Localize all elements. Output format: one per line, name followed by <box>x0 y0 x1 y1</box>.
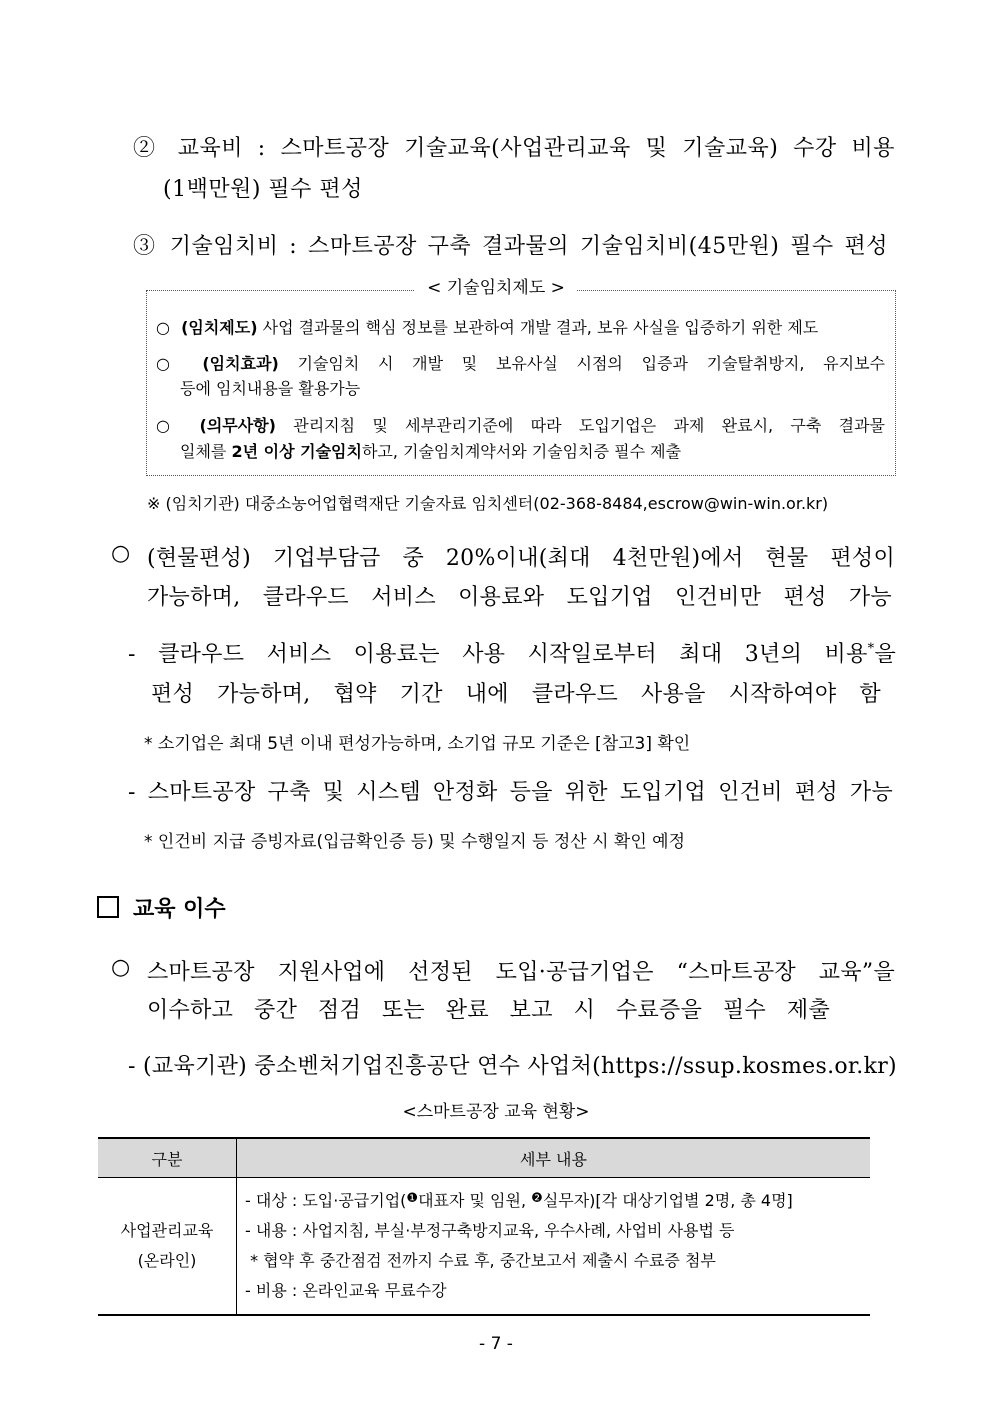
escrow-bullet-3-cont: 일체를 2년 이상 기술임치하고, 기술임치계약서와 기술임치증 필수 제출 <box>180 442 682 461</box>
item-education-cost-line1: ② 교육비 : 스마트공장 기술교육(사업관리교육 및 기술교육) 수강 비용 <box>133 136 895 161</box>
checkbox-icon <box>97 896 119 918</box>
small-business-note: * 소기업은 최대 5년 이내 편성가능하며, 소기업 규모 기준은 [참고3] 확인 <box>144 734 691 754</box>
bullet-text: 사업 결과물의 핵심 정보를 보관하여 개발 결과, 보유 사실을 입증하기 위한 제도 <box>262 318 819 337</box>
section-heading-education: 교육 이수 <box>97 892 226 923</box>
inkind-line1: (현물편성) 기업부담금 중 20%이내(최대 4천만원)에서 현물 편성이 <box>147 546 895 571</box>
escrow-bullet-1 <box>156 315 818 338</box>
escrow-period-emphasis: 2년 이상 기술임치 <box>231 442 362 461</box>
escrow-bullet-2-cont: 등에 임치내용을 활용가능 <box>180 379 361 398</box>
row-category: 사업관리교육 (온라인) <box>98 1178 237 1316</box>
escrow-bullet-2 <box>156 351 885 374</box>
cloud-fee-line2: 편성 가능하며, 협약 기간 내에 클라우드 사용을 시작하여야 함 <box>151 682 881 707</box>
labor-cost-line: - 스마트공장 구축 및 시스템 안정화 등을 위한 도입기업 인건비 편성 가능 <box>128 780 893 805</box>
cloud-fee-line1: - 클라우드 서비스 이용료는 사용 시작일로부터 최대 3년의 비용*을 <box>128 641 896 667</box>
bullet-label: (임치제도) <box>181 318 258 337</box>
detail-target: - 대상 : 도입·공급기업($^❶$대표자 및 임원, $^❷$실무자)[각 대상기업별 2명, 총 4명] <box>245 1191 793 1210</box>
item-education-cost-line2: (1백만원) 필수 편성 <box>163 177 363 202</box>
escrow-box-title: < 기술임치제도 > <box>0 273 992 298</box>
bullet-marker: ○ <box>156 416 183 435</box>
bullet-marker: ○ <box>156 318 170 337</box>
header-details: 세부 내용 <box>237 1138 871 1178</box>
header-category: 구분 <box>98 1138 237 1178</box>
inkind-marker: ○ <box>111 541 131 566</box>
edu-marker: ○ <box>111 955 131 980</box>
table-caption: <스마트공장 교육 현황> <box>402 1102 590 1122</box>
escrow-agency-note: ※ (임치기관) 대중소농어업협력재단 기술자료 임치센터(02-368-8484,escrow@win-win.or.kr) <box>147 494 829 513</box>
inkind-line2: 가능하며, 클라우드 서비스 이용료와 도입기업 인건비만 편성 가능 <box>147 585 892 610</box>
table-row <box>98 1178 870 1316</box>
edu-line1: 스마트공장 지원사업에 선정된 도입·공급기업은 “스마트공장 교육”을 <box>147 960 895 985</box>
row-details <box>237 1178 871 1316</box>
edu-institution: - (교육기관) 중소벤처기업진흥공단 연수 사업처(https://ssup.kosmes.or.kr) <box>128 1054 897 1079</box>
page-number: - 7 - <box>479 1334 513 1354</box>
footnote-mark: * <box>867 641 875 657</box>
item-escrow-cost: ③ 기술임치비 : 스마트공장 구축 결과물의 기술임치비(45만원) 필수 편성 <box>133 234 888 259</box>
bullet-label: (의무사항) <box>199 416 276 435</box>
detail-content: - 내용 : 사업지침, 부실·부정구축방지교육, 우수사례, 사업비 사용법 등 <box>245 1221 735 1240</box>
bullet-label: (임치효과) <box>202 354 279 373</box>
bullet-marker: ○ <box>156 354 184 373</box>
detail-cost: - 비용 : 온라인교육 무료수강 <box>245 1281 447 1300</box>
labor-cost-note: * 인건비 지급 증빙자료(입금확인증 등) 및 수행일지 등 정산 시 확인 예정 <box>144 832 686 852</box>
escrow-bullet-3 <box>156 413 885 436</box>
table-header-row <box>98 1138 870 1178</box>
bullet-text: 관리지침 및 세부관리기준에 따라 도입기업은 과제 완료시, 구축 결과물 <box>293 416 886 435</box>
edu-line2: 이수하고 중간 점검 또는 완료 보고 시 수료증을 필수 제출 <box>147 998 830 1023</box>
education-table <box>98 1137 870 1316</box>
detail-note: * 협약 후 중간점검 전까지 수료 후, 중간보고서 제출시 수료증 첨부 <box>245 1251 716 1270</box>
bullet-text: 기술임치 시 개발 및 보유사실 시점의 입증과 기술탈취방지, 유지보수 <box>297 354 886 373</box>
